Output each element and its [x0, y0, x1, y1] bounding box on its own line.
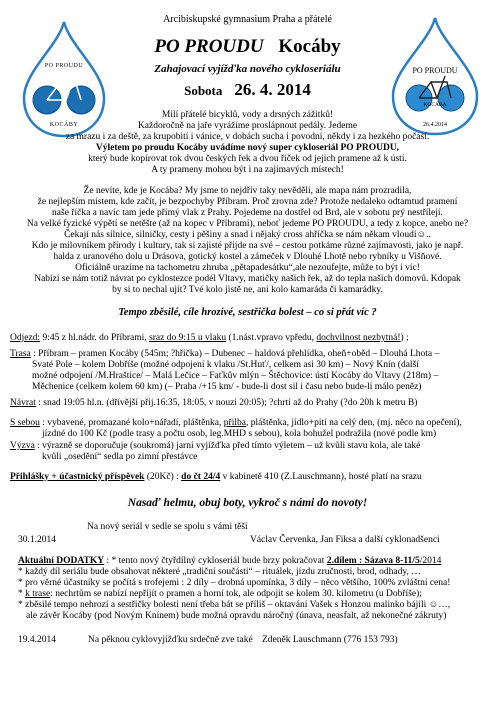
story-line-2: že nejlepším místem, kde začít, je bezpochyby Příbram. Proč zrovna zde? Protože nedaleko odtamtud pramení	[37, 197, 458, 207]
navrat-line	[10, 398, 485, 409]
updates-line-1	[18, 556, 493, 567]
updates-line-2: * každý díl seriálu bude obsahovat některé „tradiční součásti“ – rituálek, jízdu zručnosti, brod, odhady, …	[18, 567, 421, 577]
page-title	[110, 36, 385, 58]
intro-line-4: Výletem po proudu Kocáby uvádíme nový super cykloseriál PO PROUDU,	[95, 143, 400, 153]
odjezd-label: Odjezd:	[10, 333, 41, 343]
story-line-3: naše říčka a navíc tam jede přímý vlak z Prahy. Pojedeme na dostřel od Brd, ale v sobotu prý nestřílejí.	[52, 208, 443, 218]
organization: Arcibiskupské gymnasium Praha a přátelé	[163, 14, 332, 25]
left-logo-top-text: PO PROUDU	[44, 63, 84, 69]
story-line-4: Na velké fyzické výpětí se netěšte (až na kopec v Příbrami), neboť jedeme PO PROUDU, a tedy z kopce, anebo ne?	[26, 219, 469, 229]
sebou-line-1	[10, 418, 485, 429]
trasa-line-1	[10, 349, 485, 360]
updates-line-6: ale závěr Kocáby (pod Novým Knínem) bude možná opravdu náročný (únava, neasfalt, až nekonečné zákruty)	[26, 611, 447, 621]
prihlasky-line	[10, 472, 485, 483]
odjezd-meeting: sraz do 9:15 u vlaku	[149, 333, 227, 343]
trasa-line-4: Měchenice (celkem kolem 60 km) (– Praha /+15 km/ - bude-li dost sil i času nebo bude-li málo peněz)	[32, 382, 422, 392]
prihlasky-text-c: v kabinetě 410 (Z.Lauschmann), hosté platí na srazu	[220, 472, 422, 482]
intro-line-3: za mrazu i za deště, za krupobití i vánice, v dobách sucha i povodní, někdy i za hezkého počasí.	[65, 132, 430, 142]
navrat-text: : snad 19:05 hl.n. (dřívější přij.16:35, 18:05, v nouzi 20:05); ?chrtí až do Prahy (?do 20h k metru B)	[35, 398, 418, 408]
odjezd-text-e: ) ;	[400, 333, 409, 343]
odjezd-text-a: 9:45 z hl.nádr. do Příbrami,	[40, 333, 150, 343]
vyzva-line-1	[10, 441, 485, 452]
vyzva-label: Výzva	[10, 441, 35, 451]
sebou-text-1: : vybavené, promazané kolo+nářadí, pláštěnka,	[39, 418, 224, 428]
intro-line-2: Každoročně na jaře vyrážíme proslápnout pedály. Jedeme	[137, 121, 358, 131]
date-value: 26. 4. 2014	[234, 80, 311, 99]
sebou-text-1c: , pláštěnka, jídlo+pití na celý den, (mj. něco na opečení),	[245, 418, 462, 428]
updates-route-label: k trase	[25, 589, 51, 599]
updates-label: Aktuální DODATKY	[18, 556, 105, 566]
trasa-line-2: Svaté Pole – kolem Dobříše (možné odpojení k vlaku /St.Huť/, celkem asi 30 km) – Nový Knín (další	[32, 360, 419, 370]
story-line-6: Kdo je milovníkem přírody i kultury, tak si zajisté přijde na své – cestou potkáme různé zajímavosti, jako je např.	[31, 241, 464, 251]
footer-text: Na pěknou cyklovyjížďku srdečně zve také	[88, 635, 253, 645]
story-line-9: Nabízí se nám totiž návrat po cyklostezce podél Vltavy, matičky našich řek, až do tepla našich domovů. Kdopak	[34, 274, 461, 284]
sebou-line-2: jízdné do 100 Kč (podle trasy a počtu osob, leg.MHD s sebou), kola bohužel podražila (nové podle km)	[42, 429, 437, 439]
story-line-8: Oficiálně urazíme na tachometru zhruba „pětapadesátku“,ale nezoufejte, může to být i víc!	[75, 263, 420, 273]
sebou-label: S sebou	[10, 418, 40, 428]
intro-line-6: A ty prameny mohou být i na zajímavých místech!	[151, 165, 344, 175]
trasa-line-3: možné odpojení /M.Hraštice/ – Malá Lečice – Faťkův mlýn – Štěchovice: ústí Kocáby do Vltavy (218m) –	[32, 371, 439, 381]
footer-name: Zdeněk Lauschmann (776 153 793)	[262, 635, 398, 645]
updates-line-4	[18, 589, 493, 600]
prihlasky-text-a: (20Kč) :	[144, 472, 182, 482]
signature-note: Na nový seriál v sedle se spolu s vámi těší	[87, 522, 248, 532]
vyzva-line-2: kvůli „osedění“ sedla po zimní přestávce	[42, 452, 198, 462]
signature-names: Václav Červenka, Jan Fiksa a další cyklonadšenci	[250, 535, 440, 545]
updates-text-4a: *	[18, 589, 26, 599]
subtitle: Zahajovací vyjížďka nového cykloseriálu	[154, 63, 341, 75]
sebou-helmet: přilba	[223, 418, 246, 428]
right-logo-top-text: PO PROUDU	[412, 66, 458, 75]
motto: Tempo zběsilé, cíle hrozivé, sestřička bolest – co si přát víc ?	[118, 307, 377, 318]
date-prefix: Sobota	[184, 83, 223, 98]
right-logo-mid-text: KOCÁBA	[423, 102, 447, 108]
closing-slogan: Nasaď helmu, obuj boty, vykroč s námi do novoty!	[127, 497, 368, 509]
intro-line-5: který bude kopírovat tok dvou českých řek a dvou říček od jejich pramene až k ústí.	[88, 154, 407, 164]
updates-next-part: 2.dílem : Sázava 8-11/5	[326, 556, 420, 566]
left-logo-bottom-text: KOCÁBY	[49, 122, 79, 128]
vyzva-text-1: : výrazně se doporučuje (soukromá) jarní vyjížďka před tímto výletem – už kvůli stavu kola, ale také	[34, 441, 421, 451]
navrat-label: Návrat	[10, 398, 36, 408]
event-date	[110, 80, 385, 100]
story-line-1: Že nevíte, kde je Kocába? My jsme to nejdřív taky nevěděli, ale mapa nám prozradila,	[83, 186, 412, 196]
updates-line-5: * zběsilé tempo nehrozí a sestřičky bolesti není třeba bát se příliš – oktavání Vašek s Honzou malinko bájili ☺…,	[18, 600, 451, 610]
odjezd-punctuality: dochvilnost nezbytná!	[316, 333, 401, 343]
signature-date: 30.1.2014	[18, 535, 56, 545]
odjezd-line	[10, 333, 485, 344]
footer-date: 19.4.2014	[18, 635, 56, 645]
updates-year: /2014	[419, 556, 442, 566]
title-po-proudu: PO PROUDU	[154, 36, 264, 57]
odjezd-text-c: (1.nást.vpravo vpředu,	[226, 333, 317, 343]
story-line-7: halda z uranového dolu u Drásova, gotický kostel a zámeček v Dlouhé Lhotě nebo rybníky u Višňové.	[53, 252, 442, 262]
title-kocaby: Kocáby	[278, 36, 341, 57]
prihlasky-deadline: do čt 24/4	[181, 472, 221, 482]
trasa-text-1: : Příbram – pramen Kocáby (545m; ?hříčka) – Dubenec – haldová přehlídka, oheň+oběd – Dlouhá Lhota –	[30, 349, 440, 359]
updates-text-1a: : * tento nový čtyřdílný cykloseriál bude brzy pokračovat	[104, 556, 327, 566]
trasa-label: Trasa	[10, 349, 31, 359]
intro-line-1: Milí přátelé bicyklů, vody a drsných zážitků!	[161, 110, 334, 120]
updates-text-4c: : nechrtům se nabízí nepřijít o pramen a horní tok, ale odpojit se kolem 30. kilometru (u Dobříše);	[50, 589, 422, 599]
updates-line-3: * pro věrné účastníky se počítá s trofejemi : 2 díly – drobná upomínka, 3 díly – něco většího, 100% zvláštní cena!	[18, 578, 451, 588]
prihlasky-label: Přihlášky + účastnický příspěvek	[10, 472, 145, 482]
right-logo-date-text: 26.4.2014	[423, 122, 447, 128]
story-line-10: by si to nechal ujít? Tvé kolo jistě ne, ani kolo kamaráda či kamarádky.	[112, 285, 383, 295]
story-line-5: Čekají nás silnice, silničky, cesty i pěšiny a snad i nějaký cross ahříčka se nám někam vloudí☺..	[64, 230, 431, 240]
